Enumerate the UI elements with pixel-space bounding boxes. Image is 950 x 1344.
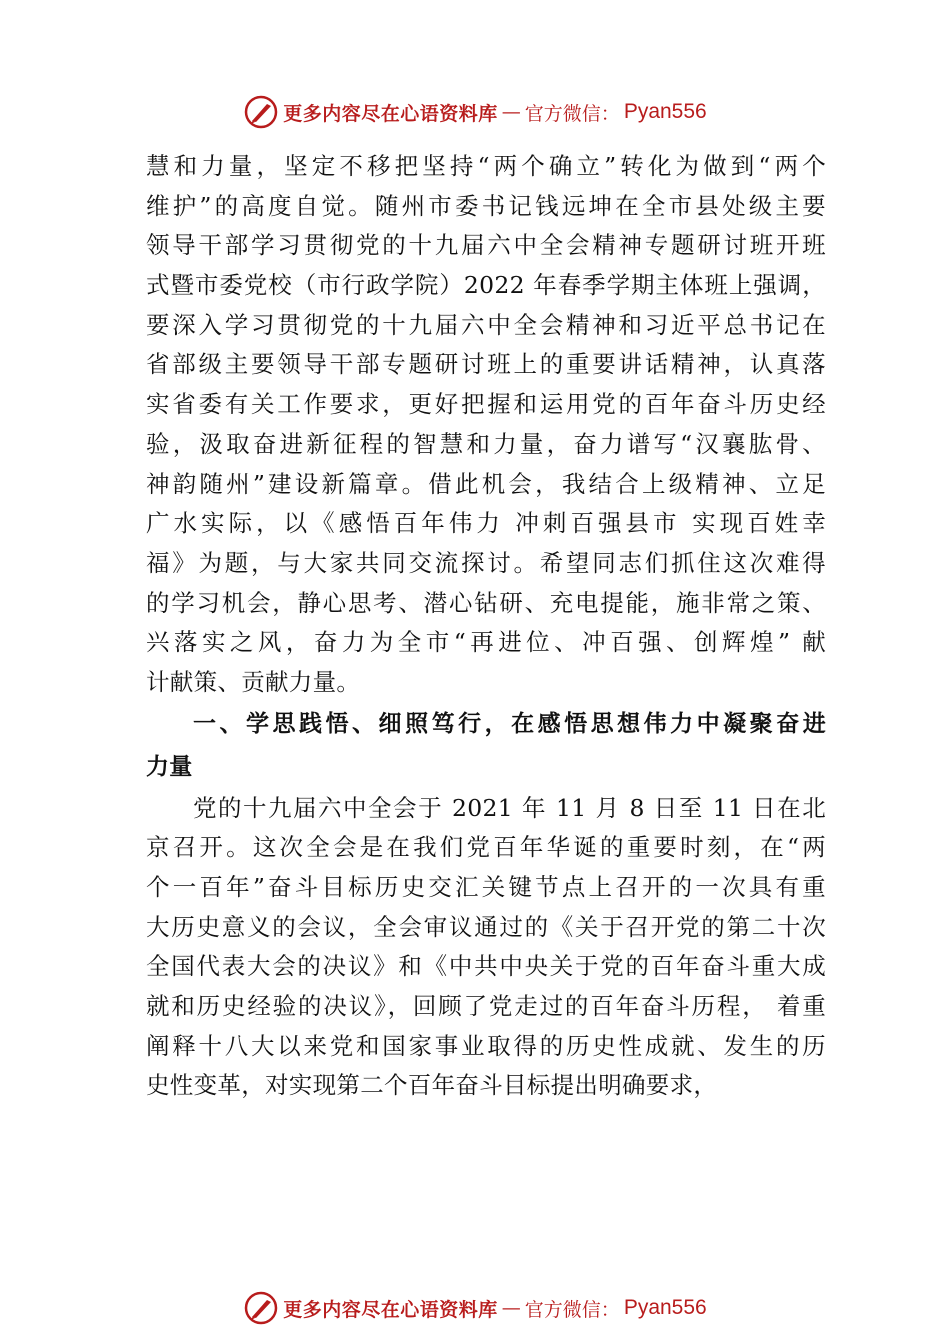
quill-pen-icon	[243, 1290, 279, 1326]
document-body	[146, 147, 826, 1106]
quill-pen-icon	[243, 94, 279, 130]
body-line: 计献策、贡献力量。	[146, 667, 361, 696]
body-line: 实省委有关工作要求，更好把握和运用党的百年奋斗历史经	[146, 390, 826, 419]
wechat-handle: Pyan556	[623, 100, 707, 123]
body-line: 维护”的高度自觉。随州市委书记钱远坤在全市县处级主要	[146, 191, 826, 220]
section-heading: 一、学思践悟、细照笃行，在感悟思想伟力中凝聚奋进	[193, 710, 826, 737]
body-line: 党的十九届六中全会于 2021 年 11 月 8 日至 11 日在北	[193, 793, 826, 822]
body-line: 大历史意义的会议，全会审议通过的《关于召开党的第二十次	[146, 912, 826, 941]
body-line: 要深入学习贯彻党的十九届六中全会精神和习近平总书记在	[146, 310, 826, 339]
wechat-label: 官方微信：	[524, 1298, 620, 1321]
wechat-handle: Pyan556	[623, 1296, 707, 1319]
body-line: 阐释十八大以来党和国家事业取得的历史性成就、发生的历	[146, 1031, 826, 1060]
body-line: 就和历史经验的决议》，回顾了党走过的百年奋斗历程， 着重	[146, 992, 826, 1021]
body-line: 兴落实之风，奋力为全市“再进位、冲百强、创辉煌” 献	[146, 628, 826, 657]
body-line: 验，汲取奋进新征程的智慧和力量，奋力谱写“汉襄肱骨、	[146, 429, 826, 458]
body-line: 式暨市委党校（市行政学院）2022 年春季学期主体班上强调，	[146, 271, 826, 300]
body-line: 广水实际，以《感悟百年伟力 冲刺百强县市 实现百姓幸	[146, 509, 826, 538]
body-line: 神韵随州”建设新篇章。借此机会，我结合上级精神、立足	[146, 469, 826, 498]
brand-text: 更多内容尽在心语资料库	[283, 102, 498, 125]
body-line: 省部级主要领导干部专题研讨班上的重要讲话精神，认真落	[146, 350, 826, 379]
banner-dash: —	[501, 101, 521, 123]
section-heading: 力量	[146, 753, 193, 780]
body-line: 全国代表大会的决议》和《中共中央关于党的百年奋斗重大成	[146, 952, 826, 981]
banner-dash: —	[501, 1297, 521, 1319]
body-line: 领导干部学习贯彻党的十九届六中全会精神专题研讨班开班	[146, 231, 826, 260]
header-banner	[0, 92, 950, 132]
body-line: 史性变革，对实现第二个百年奋斗目标提出明确要求，	[146, 1071, 718, 1100]
body-line: 福》为题，与大家共同交流探讨。希望同志们抓住这次难得	[146, 548, 826, 577]
brand-text: 更多内容尽在心语资料库	[283, 1298, 498, 1321]
body-line: 的学习机会，静心思考、潜心钻研、充电提能，施非常之策、	[146, 588, 826, 617]
wechat-label: 官方微信：	[524, 102, 620, 125]
footer-banner	[0, 1288, 950, 1328]
body-line: 京召开。这次全会是在我们党百年华诞的重要时刻，在“两	[146, 833, 826, 862]
body-line: 个一百年”奋斗目标历史交汇关键节点上召开的一次具有重	[146, 873, 826, 901]
body-line: 慧和力量，坚定不移把坚持“两个确立”转化为做到“两个	[146, 152, 826, 180]
